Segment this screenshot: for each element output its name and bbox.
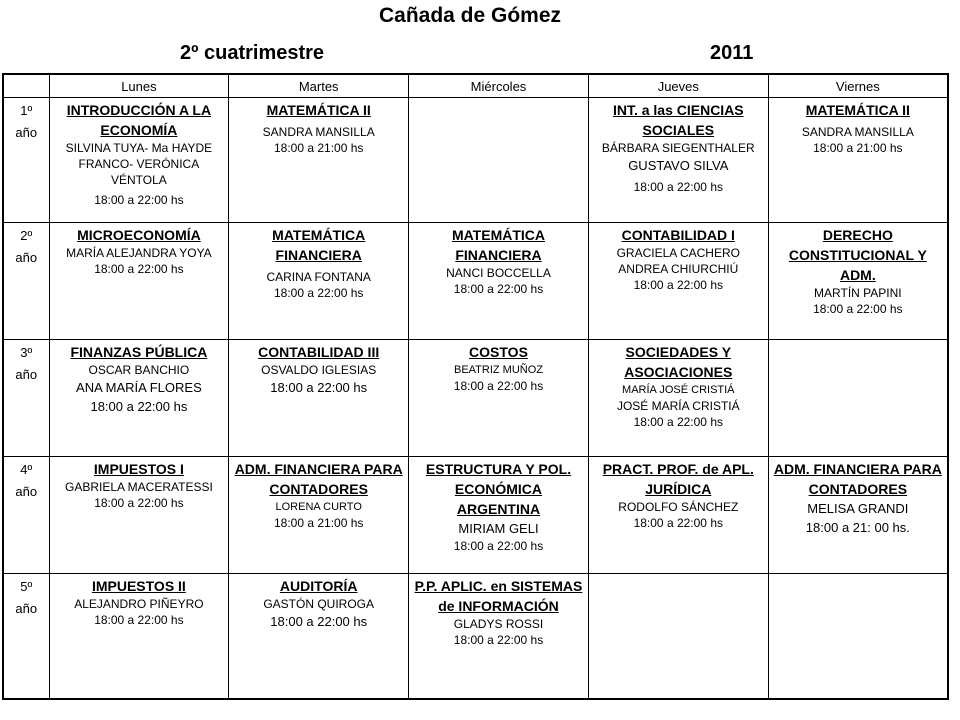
course-cell — [768, 340, 948, 457]
course-cell — [768, 457, 948, 574]
teacher-name: MELISA GRANDI — [807, 501, 909, 516]
course-name: IMPUESTOS I — [93, 461, 184, 477]
year-number: 3º — [20, 345, 33, 360]
course-cell — [409, 340, 589, 457]
class-time: 18:00 a 22:00 hs — [453, 379, 544, 393]
class-time: 18:00 a 22:00 hs — [633, 180, 723, 194]
teacher-name: ANA MARÍA FLORES — [76, 380, 202, 395]
teacher-name: GUSTAVO SILVA — [628, 158, 729, 173]
course-name: MICROECONOMÍA — [77, 227, 201, 243]
course-cell — [768, 574, 948, 700]
course-cell — [229, 340, 409, 457]
teacher-name: MIRIAM GELI — [458, 521, 539, 536]
year-cell — [3, 340, 49, 457]
page-title: Cañada de Gómez — [378, 4, 562, 27]
teacher-name: GLADYS ROSSI — [453, 617, 544, 631]
course-cell — [229, 574, 409, 700]
course-name: ESTRUCTURA Y POL. ECONÓMICA ARGENTINA — [425, 461, 572, 517]
day-header: Jueves — [588, 74, 768, 98]
day-header: Martes — [229, 74, 409, 98]
teacher-name: JOSÉ MARÍA CRISTIÁ — [616, 399, 740, 413]
class-time: 18:00 a 21: 00 hs. — [805, 520, 910, 535]
course-cell — [768, 98, 948, 223]
class-time: 18:00 a 22:00 hs — [633, 278, 723, 292]
course-cell — [409, 457, 589, 574]
course-name: CONTABILIDAD I — [621, 227, 735, 243]
course-name: MATEMÁTICA II — [805, 102, 910, 118]
class-time: 18:00 a 21:00 hs — [813, 141, 903, 155]
course-name: SOCIEDADES Y ASOCIACIONES — [624, 344, 733, 380]
course-name: ADM. FINANCIERA PARA CONTADORES — [234, 461, 403, 497]
year-word: año — [15, 125, 38, 140]
class-time: 18:00 a 22:00 hs — [813, 302, 903, 316]
day-header: Viernes — [768, 74, 948, 98]
year-number: 4º — [20, 462, 33, 477]
teacher-name: BEATRIZ MUÑOZ — [453, 364, 543, 376]
year-word: año — [15, 601, 38, 616]
course-name: DERECHO CONSTITUCIONAL Y ADM. — [788, 227, 927, 283]
course-cell — [588, 457, 768, 574]
course-cell — [49, 340, 229, 457]
course-name: CONTABILIDAD III — [258, 344, 380, 360]
class-time: 18:00 a 22:00 hs — [453, 282, 544, 296]
table-row — [3, 223, 948, 340]
course-name: AUDITORÍA — [279, 578, 358, 594]
course-cell — [588, 340, 768, 457]
header-row — [3, 74, 948, 98]
course-name: MATEMÁTICA FINANCIERA — [272, 227, 366, 263]
teacher-name: ANDREA CHIURCHIÚ — [618, 262, 739, 276]
schedule-table — [2, 73, 949, 700]
year-word: año — [15, 250, 38, 265]
table-row — [3, 340, 948, 457]
course-name: MATEMÁTICA FINANCIERA — [451, 227, 546, 263]
course-cell — [409, 98, 589, 223]
teacher-name: OSVALDO IGLESIAS — [261, 363, 377, 377]
year-number: 1º — [20, 103, 33, 118]
day-header: Miércoles — [409, 74, 589, 98]
table-row — [3, 574, 948, 700]
class-time: 18:00 a 22:00 hs — [273, 286, 364, 300]
class-time: 18:00 a 22:00 hs — [633, 415, 723, 429]
teacher-name: GABRIELA MACERATESSI — [64, 480, 213, 494]
teacher-name: SANDRA MANSILLA — [262, 125, 375, 139]
course-cell — [49, 574, 229, 700]
class-time: 18:00 a 22:00 hs — [94, 613, 184, 627]
teacher-name: SILVINA TUYA- Ma HAYDE FRANCO- VERÓNICA VÉNTOLA — [65, 141, 213, 187]
course-cell — [229, 223, 409, 340]
year-cell — [3, 98, 49, 223]
class-time: 18:00 a 22:00 hs — [453, 539, 544, 553]
year-number: 2º — [20, 228, 33, 243]
table-row — [3, 98, 948, 223]
corner-cell — [3, 74, 49, 98]
course-name: P.P. APLIC. en SISTEMAS de INFORMACIÓN — [414, 578, 583, 614]
course-cell — [768, 223, 948, 340]
course-cell — [49, 98, 229, 223]
year-label: 2011 — [710, 42, 754, 64]
year-cell — [3, 574, 49, 700]
teacher-name: GRACIELA CACHERO — [616, 246, 740, 260]
class-time: 18:00 a 22:00 hs — [453, 633, 544, 647]
teacher-name: GASTÓN QUIROGA — [263, 597, 375, 611]
course-cell — [49, 457, 229, 574]
year-word: año — [15, 484, 38, 499]
course-cell — [49, 223, 229, 340]
teacher-name: MARÍA JOSÉ CRISTIÁ — [622, 384, 735, 396]
course-cell — [409, 574, 589, 700]
course-name: INTRODUCCIÓN A LA ECONOMÍA — [66, 102, 212, 138]
class-time: 18:00 a 21:00 hs — [273, 141, 364, 155]
teacher-name: MARTÍN PAPINI — [814, 286, 902, 300]
teacher-name: LORENA CURTO — [275, 501, 362, 513]
class-time: 18:00 a 22:00 hs — [94, 262, 184, 276]
class-time: 18:00 a 22:00 hs — [633, 516, 723, 530]
teacher-name: SANDRA MANSILLA — [801, 125, 914, 139]
year-number: 5º — [20, 579, 33, 594]
class-time: 18:00 a 22:00 hs — [90, 399, 188, 414]
course-cell — [229, 457, 409, 574]
year-word: año — [15, 367, 38, 382]
teacher-name: NANCI BOCCELLA — [446, 266, 551, 280]
class-time: 18:00 a 22:00 hs — [94, 193, 184, 207]
course-name: PRACT. PROF. de APL. JURÍDICA — [602, 461, 754, 497]
course-name: IMPUESTOS II — [91, 578, 186, 594]
teacher-name: RODOLFO SÁNCHEZ — [618, 500, 739, 514]
day-header: Lunes — [49, 74, 229, 98]
course-cell — [588, 574, 768, 700]
course-name: ADM. FINANCIERA PARA CONTADORES — [773, 461, 942, 497]
course-name: INT. a las CIENCIAS SOCIALES — [612, 102, 744, 138]
year-cell — [3, 223, 49, 340]
course-name: COSTOS — [469, 344, 528, 360]
class-time: 18:00 a 21:00 hs — [273, 516, 364, 530]
class-time: 18:00 a 22:00 hs — [94, 496, 184, 510]
course-cell — [229, 98, 409, 223]
teacher-name: ALEJANDRO PIÑEYRO — [74, 597, 204, 611]
course-name: FINANZAS PÚBLICA — [70, 344, 208, 360]
course-cell — [588, 98, 768, 223]
teacher-name: MARÍA ALEJANDRA YOYA — [66, 246, 212, 260]
course-cell — [588, 223, 768, 340]
course-cell — [409, 223, 589, 340]
class-time: 18:00 a 22:00 hs — [270, 380, 368, 395]
year-cell — [3, 457, 49, 574]
term-label: 2º cuatrimestre — [180, 42, 325, 64]
course-name: MATEMÁTICA II — [266, 102, 371, 118]
table-row — [3, 457, 948, 574]
teacher-name: CARINA FONTANA — [266, 270, 371, 284]
class-time: 18:00 a 22:00 hs — [270, 614, 368, 629]
teacher-name: BÁRBARA SIEGENTHALER — [601, 141, 755, 155]
teacher-name: OSCAR BANCHIO — [88, 363, 190, 377]
